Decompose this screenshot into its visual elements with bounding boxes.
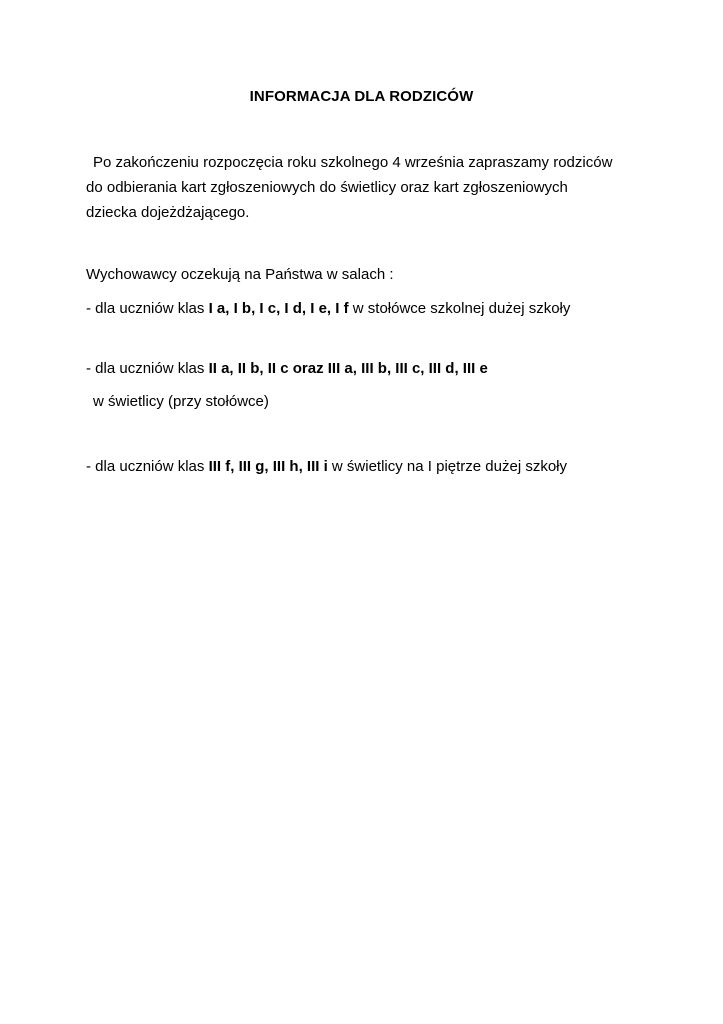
group-1-location: w stołówce szkolnej dużej szkoły [348, 300, 571, 317]
group-2-prefix: - dla uczniów klas [86, 360, 209, 377]
intro-line-2: do odbierania kart zgłoszeniowych do świetlicy oraz kart zgłoszeniowych [86, 179, 568, 196]
teachers-waiting-line: Wychowawcy oczekują na Państwa w salach : [86, 266, 394, 283]
group-2-line [86, 356, 488, 381]
group-2-classes: II a, II b, II c oraz III a, III b, III c, III d, III e [208, 360, 488, 377]
intro-paragraph [86, 150, 646, 225]
group-3-location: w świetlicy na I piętrze dużej szkoły [327, 458, 568, 475]
group-3-line [86, 454, 567, 479]
group-2-location: w świetlicy (przy stołówce) [93, 393, 269, 410]
group-3-classes: III f, III g, III h, III i [208, 458, 328, 475]
group-1-prefix: - dla uczniów klas [86, 300, 209, 317]
intro-line-1: Po zakończeniu rozpoczęcia roku szkolnego 4 września zapraszamy rodziców [93, 154, 613, 171]
group-1-classes: I a, I b, I c, I d, I e, I f [208, 300, 349, 317]
group-3-prefix: - dla uczniów klas [86, 458, 209, 475]
intro-line-3: dziecka dojeżdżającego. [86, 204, 250, 221]
document-title: INFORMACJA DLA RODZICÓW [249, 88, 474, 105]
group-1-line [86, 296, 570, 321]
